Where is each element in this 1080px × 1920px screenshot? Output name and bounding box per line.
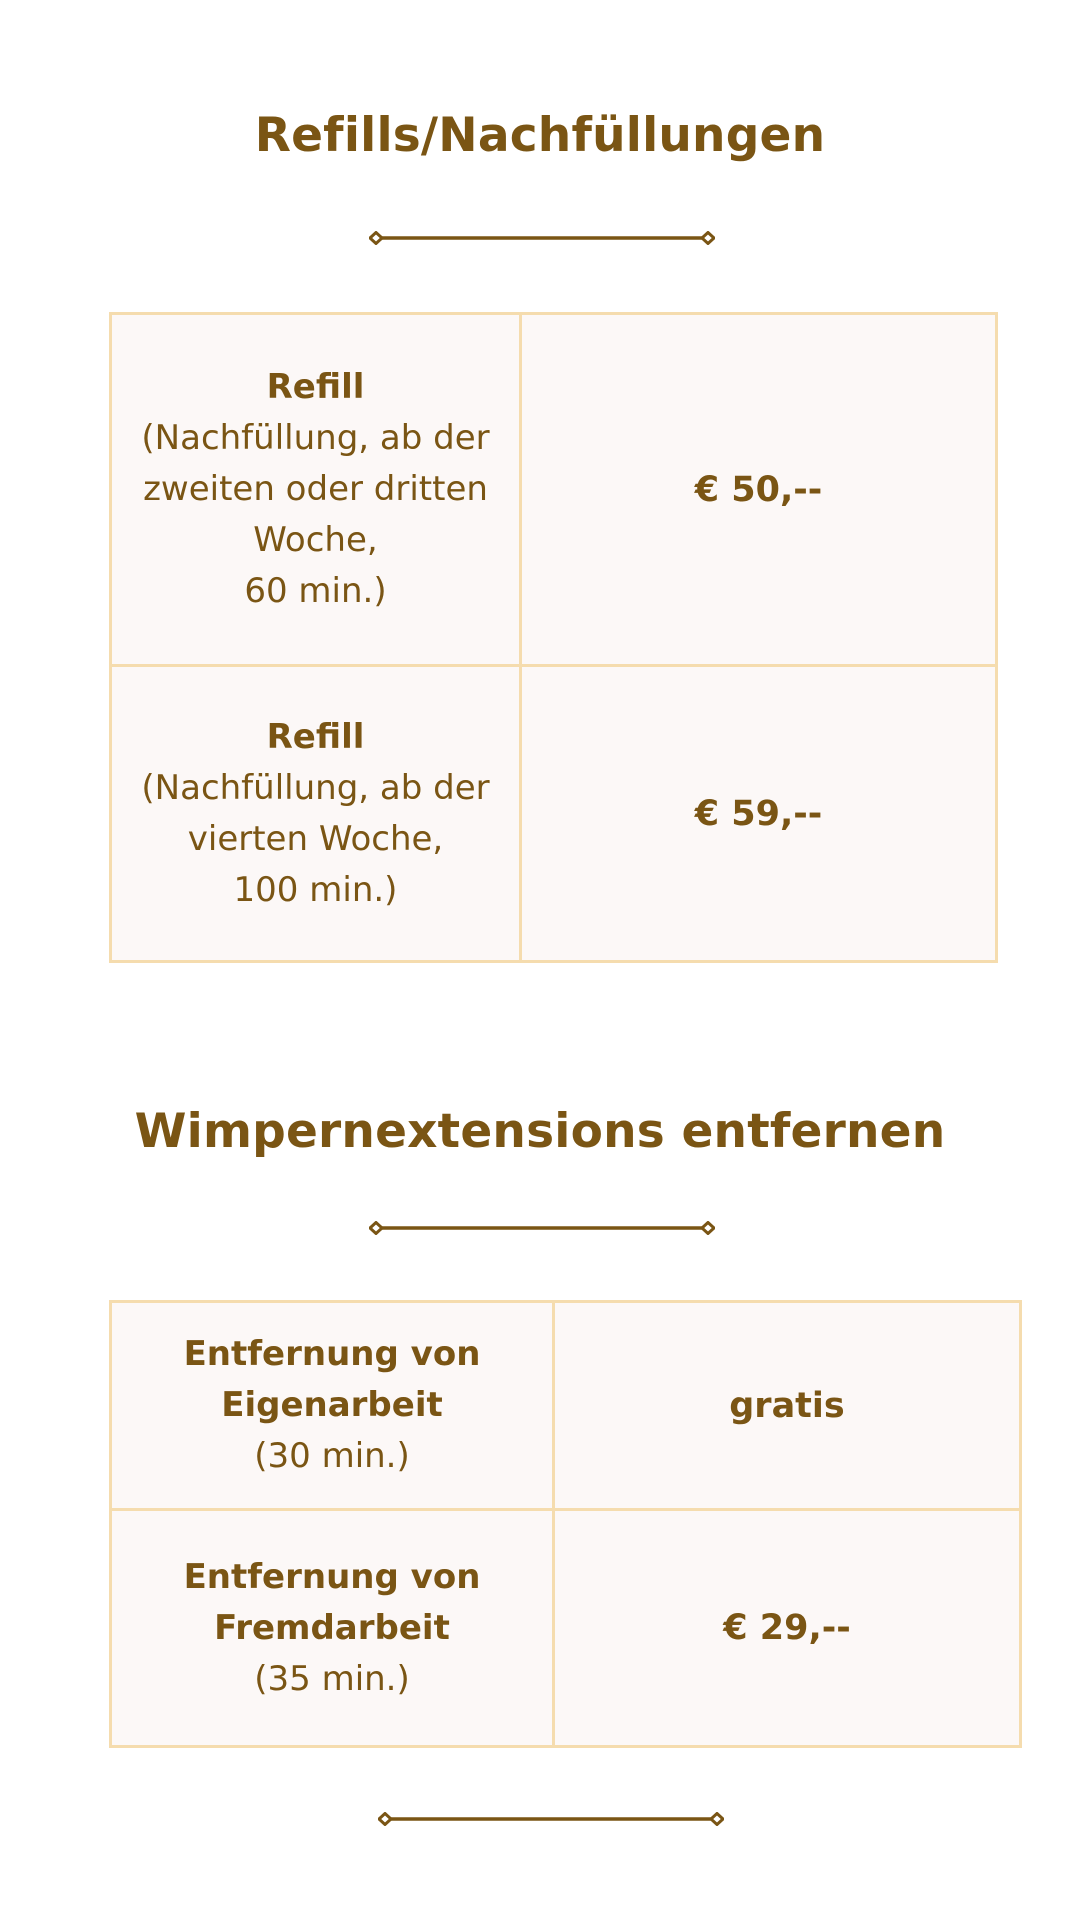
service-cell bbox=[112, 1511, 555, 1745]
ornamental-divider bbox=[369, 231, 715, 245]
section-title-refills: Refills/Nachfüllungen bbox=[254, 108, 826, 163]
price-cell bbox=[522, 315, 995, 664]
service-name: Refill bbox=[266, 716, 365, 757]
service-description: (Nachfüllung, ab der vierten Woche, 100 min.) bbox=[141, 767, 490, 910]
service-cell bbox=[112, 1303, 555, 1508]
service-name: Entfernung von Eigenarbeit bbox=[183, 1334, 481, 1425]
ornamental-divider bbox=[369, 1221, 715, 1235]
removal-price-table bbox=[109, 1300, 1022, 1748]
section-title-removal: Wimpernextensions entfernen bbox=[134, 1104, 946, 1159]
price-cell bbox=[555, 1303, 1019, 1508]
service-name: Entfernung von Fremdarbeit bbox=[183, 1556, 481, 1648]
service-price: € 29,-- bbox=[723, 1608, 851, 1648]
service-description: (35 min.) bbox=[254, 1658, 410, 1699]
service-name: Refill bbox=[266, 367, 365, 407]
table-row bbox=[112, 667, 995, 960]
service-description: (30 min.) bbox=[254, 1436, 410, 1476]
service-cell bbox=[112, 667, 522, 960]
service-price: gratis bbox=[729, 1385, 845, 1426]
table-row bbox=[112, 1511, 1019, 1745]
table-row bbox=[112, 315, 995, 667]
service-description: (Nachfüllung, ab der zweiten oder dritten Woche, 60 min.) bbox=[141, 418, 490, 611]
price-cell bbox=[555, 1511, 1019, 1745]
service-price: € 59,-- bbox=[694, 793, 823, 834]
service-cell bbox=[112, 315, 522, 664]
price-cell bbox=[522, 667, 995, 960]
ornamental-divider bbox=[378, 1812, 724, 1826]
service-price: € 50,-- bbox=[694, 469, 823, 510]
table-row bbox=[112, 1303, 1019, 1511]
refills-price-table bbox=[109, 312, 998, 963]
